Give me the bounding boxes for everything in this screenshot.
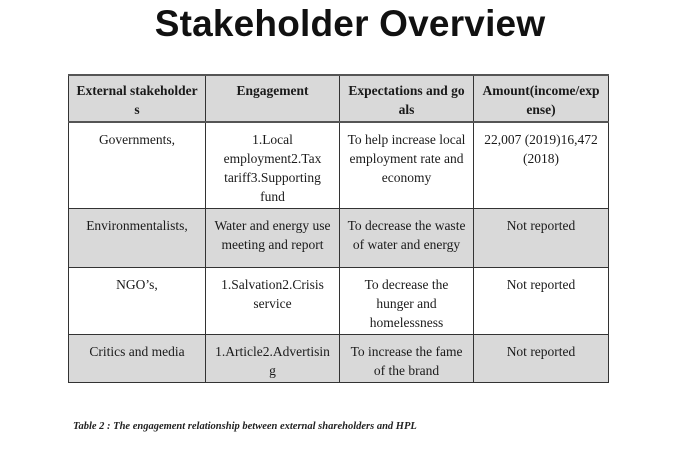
cell-stakeholder: Critics and media: [69, 335, 206, 383]
cell-stakeholder: Environmentalists,: [69, 209, 206, 268]
cell-stakeholder: NGO’s,: [69, 268, 206, 335]
cell-expectations: To help increase local employment rate and economy: [340, 122, 474, 209]
table-header-row: [69, 75, 609, 122]
table-row: [69, 122, 609, 209]
cell-expectations: To decrease the hunger and homelessness: [340, 268, 474, 335]
cell-amount: Not reported: [474, 335, 609, 383]
cell-expectations: To increase the fame of the brand: [340, 335, 474, 383]
table-row: [69, 335, 609, 383]
header-expectations-and-goals: Expectations and goals: [340, 75, 474, 122]
header-amount: Amount(income/expense): [474, 75, 609, 122]
cell-engagement: 1.Article2.Advertising: [206, 335, 340, 383]
page-title: Stakeholder Overview: [154, 3, 546, 44]
cell-expectations: To decrease the waste of water and energy: [340, 209, 474, 268]
stakeholder-table: [68, 74, 609, 383]
cell-engagement: Water and energy use meeting and report: [206, 209, 340, 268]
table-row: [69, 268, 609, 335]
table-caption: Table 2 : The engagement relationship between external shareholders and HPL: [73, 421, 417, 432]
header-engagement: Engagement: [206, 75, 340, 122]
header-external-stakeholders: External stakeholders: [69, 75, 206, 122]
table-row: [69, 209, 609, 268]
cell-engagement: 1.Salvation2.Crisis service: [206, 268, 340, 335]
cell-stakeholder: Governments,: [69, 122, 206, 209]
cell-amount: Not reported: [474, 209, 609, 268]
cell-amount: Not reported: [474, 268, 609, 335]
cell-amount: 22,007 (2019)16,472 (2018): [474, 122, 609, 209]
cell-engagement: 1.Local employment2.Tax tariff3.Supporting fund: [206, 122, 340, 209]
